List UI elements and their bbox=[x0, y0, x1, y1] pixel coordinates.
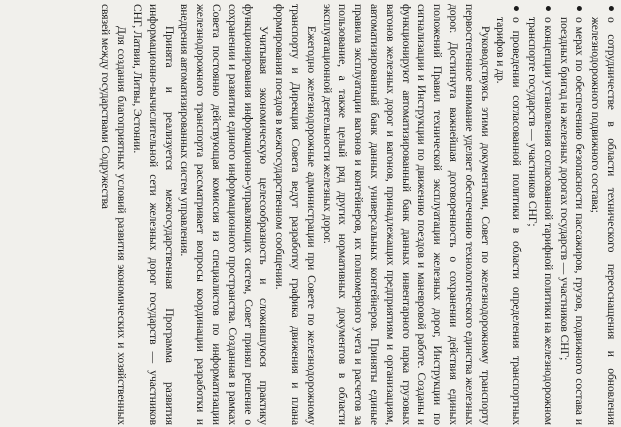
bullet-icon: ● bbox=[510, 5, 524, 12]
paragraph-train-schedule: Ежегодно железнодорожные администрации при Совете по железнодорожному транспорту и Дирекция Совета ведут разработку графика движения и плана формирования поездов в межгосударственном сообщении. bbox=[273, 4, 318, 425]
bullet-text: о проведении согласованной политики в области определения транспортных тарифов и др. bbox=[494, 17, 524, 425]
bullet-list bbox=[493, 4, 619, 425]
bullet-item bbox=[524, 4, 556, 425]
paragraph-information-space: Учитывая экономическую целесообразность и сложившуюся практику функционирования информационно-управляющих систем, Совет принял решение о сохранении и развитии единого информационного пространства. Созданная в рамках Совета постоянно действующая комиссия из специалистов по информатизации железнодорожного транспорта рассматривает вопросы координации разработки и внедрения автоматизированных систем управления. bbox=[178, 4, 271, 425]
paragraph-network-program: Принята и реализуется межгосударственная Программа развития информационно-вычислительной сети железных дорог государств — участников СНГ, Латвии, Литвы, Эстонии. bbox=[131, 4, 176, 425]
paragraph-economic-ties: Для создания благоприятных условий развития экономических и хозяйственных связей между государствами Содружества bbox=[99, 4, 129, 425]
bullet-item bbox=[587, 4, 619, 425]
bullet-icon: ● bbox=[605, 5, 618, 12]
bullet-item bbox=[493, 4, 525, 425]
bullet-item bbox=[556, 4, 588, 425]
bullet-text: о мерах по обеспечению безопасности пассажиров, грузов, подвижного состава и поездных бригад на железных дорогах государств — участников СНГ; bbox=[557, 17, 587, 425]
bullet-text: о концепции установления согласованной тарифной политики на железнодорожном транспорте государств — участников СНГ; bbox=[526, 17, 555, 425]
bullet-icon: ● bbox=[573, 5, 587, 12]
bullet-icon: ● bbox=[541, 5, 555, 12]
bullet-text: о сотрудничестве в области технического переоснащения и обновления железнодорожного подвижного состава; bbox=[589, 17, 618, 425]
paragraph-technological-unity: Руководствуясь этими документами, Совет по железнодорожному транспорту первостепенное внимание уделяет обеспечению технологического единства железных дорог. Достигнута важнейшая договоренность о сохранении действия единых положений Правил технической эксплуатации железных дорог, Инструкции по сигнализации и Инструкции по движению поездов и маневровой работе. Созданы и функционируют автоматизированный банк данных инвентарного парка грузовых вагонов железных дорог и вагонов, принадлежащих предприятиям и организациям, автоматизированный банк данных универсальных контейнеров. Приняты единые правила эксплуатации вагонов и контейнеров, их полномерного учета и расчетов за пользование, а также целый ряд других нормативных документов в области эксплуатационной деятельности железных дорог. bbox=[320, 4, 492, 425]
